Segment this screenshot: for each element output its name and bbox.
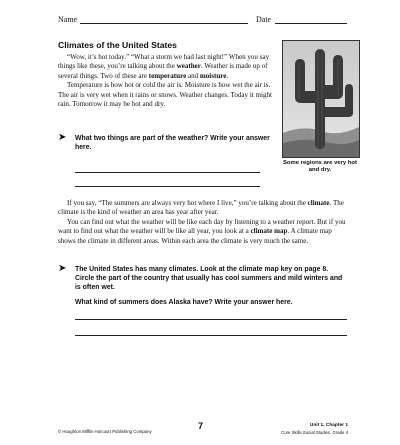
question-2-instructions: The United States has many climates. Look at the climate map key on page 8. Circle the part of the country that usually has cool summers and mild winters and is often wet.	[75, 266, 343, 292]
page-title: Climates of the United States	[58, 40, 177, 50]
answer-line-2[interactable]	[75, 186, 260, 187]
key-term: weather	[176, 62, 201, 71]
answer-line-4[interactable]	[75, 335, 347, 336]
question-2-prompt: What kind of summers does Alaska have? Write your answer here.	[75, 298, 293, 306]
photo-caption: Some regions are very hot and dry.	[283, 160, 357, 174]
name-line[interactable]	[80, 23, 248, 24]
key-term: temperature	[148, 71, 187, 80]
name-label: Name	[58, 15, 78, 24]
page-number: 7	[198, 421, 204, 431]
intro-paragraph-1: “Wow, it’s hot today.” “What a storm we had last night!” When you say things like these, you’re talking about the weather. Weather is made up of several things. Two of these are temperature and moisture.	[58, 53, 270, 80]
key-term: moisture	[199, 71, 227, 80]
date-label: Date	[256, 15, 272, 24]
key-term: climate map	[250, 227, 288, 236]
arrow-icon: ➤	[58, 263, 67, 274]
series-label: Core Skills Social Studies, Grade 4	[281, 430, 348, 435]
unit-label: Unit 1, Chapter 1	[309, 423, 348, 428]
date-line[interactable]	[275, 23, 347, 24]
copyright: © Houghton Mifflin Harcourt Publishing Company	[58, 429, 152, 434]
question-1: What two things are part of the weather? Write your answer here.	[75, 135, 270, 152]
arrow-icon: ➤	[58, 132, 67, 143]
body-text	[58, 199, 350, 246]
body-paragraph-2: You can find out what the weather will be like each day by listening to a weather report. But if you want to find out what the weather will be like all year, you look at a climate map. A climate map shows the climate in different areas. Within each area the climate is very much the same.	[58, 217, 346, 245]
body-paragraph-1: If you say, “The summers are always very hot where I live,” you’re talking about the climate. The climate is the kind of weather an area has year after year.	[58, 199, 344, 217]
key-term: climate	[307, 199, 330, 207]
intro-text	[58, 53, 278, 109]
answer-line-3[interactable]	[75, 319, 347, 320]
answer-line-1[interactable]	[75, 172, 260, 173]
cactus-photo	[282, 40, 360, 158]
intro-paragraph-2: Temperature is how hot or cold the air is. Moisture is how wet the air is. The air is very wet when it rains or snows. Weather changes. Today it might rain. Tomorrow it may be hot and dry.	[58, 81, 272, 109]
saguaro-cactus-icon	[283, 41, 359, 157]
